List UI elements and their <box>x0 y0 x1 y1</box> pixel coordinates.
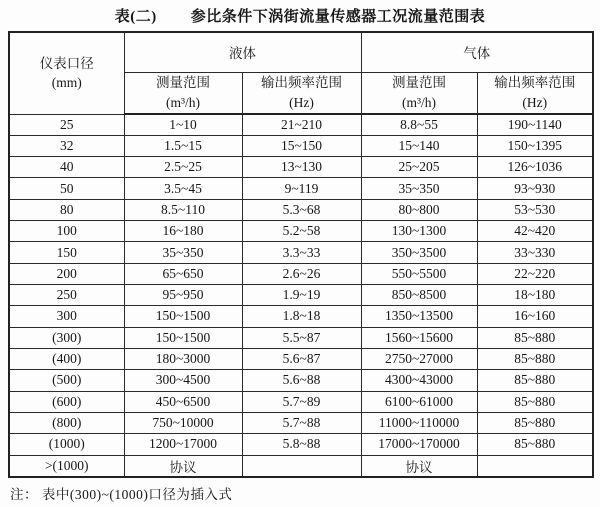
diameter-cell: 300 <box>9 306 124 327</box>
value-cell: 协议 <box>124 455 242 477</box>
value-cell: 150~1395 <box>477 135 593 156</box>
value-cell: 22~220 <box>477 263 593 284</box>
value-cell: 1200~17000 <box>124 434 242 455</box>
value-cell: 350~3500 <box>361 242 477 263</box>
diameter-cell: 80 <box>9 199 124 220</box>
value-cell: 126~1036 <box>477 157 593 178</box>
diameter-cell: 40 <box>9 157 124 178</box>
value-cell: 5.7~88 <box>242 412 361 433</box>
table-title-prefix: 表(二) <box>114 9 157 25</box>
value-cell: 9~119 <box>242 178 361 199</box>
col-header-gas-range: 测量范围 (m³/h) <box>361 72 477 114</box>
value-cell: 93~930 <box>477 178 593 199</box>
table-row <box>9 263 593 284</box>
table-row <box>9 434 593 455</box>
table-row <box>9 178 593 199</box>
value-cell: 1~10 <box>124 114 242 135</box>
diameter-cell: (400) <box>9 348 124 369</box>
table-row <box>9 157 593 178</box>
value-cell: 5.7~89 <box>242 391 361 412</box>
value-cell: 18~180 <box>477 285 593 306</box>
value-cell: 85~880 <box>477 391 593 412</box>
col-header-liquid-range: 测量范围 (m³/h) <box>124 72 242 114</box>
value-cell: 35~350 <box>361 178 477 199</box>
table-row <box>9 199 593 220</box>
value-cell: 5.8~88 <box>242 434 361 455</box>
table-row <box>9 370 593 391</box>
value-cell: 13~130 <box>242 157 361 178</box>
table-row <box>9 327 593 348</box>
diameter-cell: 250 <box>9 285 124 306</box>
diameter-cell: 100 <box>9 221 124 242</box>
value-cell: 5.3~68 <box>242 199 361 220</box>
value-cell: 1560~15600 <box>361 327 477 348</box>
value-cell: 8.5~110 <box>124 199 242 220</box>
value-cell: 3.3~33 <box>242 242 361 263</box>
value-cell: 85~880 <box>477 412 593 433</box>
value-cell: 150~1500 <box>124 327 242 348</box>
table-row <box>9 242 593 263</box>
col-header-diameter <box>9 32 124 114</box>
value-cell: 85~880 <box>477 434 593 455</box>
value-cell: 2.6~26 <box>242 263 361 284</box>
diameter-cell: (1000) <box>9 434 124 455</box>
value-cell: 21~210 <box>242 114 361 135</box>
diameter-cell: (500) <box>9 370 124 391</box>
value-cell: 180~3000 <box>124 348 242 369</box>
value-cell: 300~4500 <box>124 370 242 391</box>
value-cell <box>242 455 361 477</box>
value-cell: 6100~61000 <box>361 391 477 412</box>
table-row <box>9 114 593 135</box>
value-cell: 16~180 <box>124 221 242 242</box>
value-cell: 5.2~58 <box>242 221 361 242</box>
value-cell: 3.5~45 <box>124 178 242 199</box>
diameter-cell: 150 <box>9 242 124 263</box>
value-cell: 33~330 <box>477 242 593 263</box>
diameter-cell: >(1000) <box>9 455 124 477</box>
diameter-cell: 25 <box>9 114 124 135</box>
value-cell: 25~205 <box>361 157 477 178</box>
diameter-cell: (300) <box>9 327 124 348</box>
table-row <box>9 135 593 156</box>
value-cell: 11000~110000 <box>361 412 477 433</box>
table-row <box>9 391 593 412</box>
group-header-liquid: 液体 <box>124 32 361 72</box>
value-cell: 550~5500 <box>361 263 477 284</box>
value-cell: 2.5~25 <box>124 157 242 178</box>
group-header-gas: 气体 <box>361 32 593 72</box>
value-cell: 750~10000 <box>124 412 242 433</box>
value-cell: 42~420 <box>477 221 593 242</box>
value-cell: 65~650 <box>124 263 242 284</box>
table-title <box>0 5 600 26</box>
value-cell: 协议 <box>361 455 477 477</box>
value-cell: 15~140 <box>361 135 477 156</box>
value-cell: 150~1500 <box>124 306 242 327</box>
diameter-cell: (800) <box>9 412 124 433</box>
diameter-cell: 32 <box>9 135 124 156</box>
value-cell: 15~150 <box>242 135 361 156</box>
value-cell: 85~880 <box>477 348 593 369</box>
flow-range-table <box>8 31 594 478</box>
value-cell: 8.8~55 <box>361 114 477 135</box>
table-body <box>9 114 593 477</box>
value-cell: 450~6500 <box>124 391 242 412</box>
value-cell: 1.8~18 <box>242 306 361 327</box>
value-cell: 1350~13500 <box>361 306 477 327</box>
diameter-header-unit: (mm) <box>51 75 82 91</box>
value-cell: 130~1300 <box>361 221 477 242</box>
col-header-liquid-frequency: 输出频率范围 (Hz) <box>242 72 361 114</box>
value-cell: 5.6~88 <box>242 370 361 391</box>
value-cell: 850~8500 <box>361 285 477 306</box>
table-row <box>9 285 593 306</box>
value-cell: 85~880 <box>477 327 593 348</box>
value-cell: 17000~170000 <box>361 434 477 455</box>
header-group-row <box>9 32 593 72</box>
value-cell: 35~350 <box>124 242 242 263</box>
value-cell: 1.5~15 <box>124 135 242 156</box>
value-cell: 16~160 <box>477 306 593 327</box>
table-row <box>9 306 593 327</box>
col-header-gas-frequency: 输出频率范围 (Hz) <box>477 72 593 114</box>
table-row <box>9 348 593 369</box>
value-cell: 2750~27000 <box>361 348 477 369</box>
value-cell <box>477 455 593 477</box>
value-cell: 80~800 <box>361 199 477 220</box>
value-cell: 95~950 <box>124 285 242 306</box>
value-cell: 4300~43000 <box>361 370 477 391</box>
table-row <box>9 455 593 477</box>
diameter-cell: 200 <box>9 263 124 284</box>
diameter-header-label: 仪表口径 <box>39 55 94 71</box>
table-row <box>9 221 593 242</box>
value-cell: 5.5~87 <box>242 327 361 348</box>
value-cell: 1.9~19 <box>242 285 361 306</box>
value-cell: 190~1140 <box>477 114 593 135</box>
diameter-cell: (600) <box>9 391 124 412</box>
table-title-text: 参比条件下涡街流量传感器工况流量范围表 <box>190 9 486 25</box>
value-cell: 5.6~87 <box>242 348 361 369</box>
table-row <box>9 412 593 433</box>
value-cell: 85~880 <box>477 370 593 391</box>
footnote: 注： 表中(300)~(1000)口径为插入式 <box>10 487 233 502</box>
diameter-cell: 50 <box>9 178 124 199</box>
value-cell: 53~530 <box>477 199 593 220</box>
